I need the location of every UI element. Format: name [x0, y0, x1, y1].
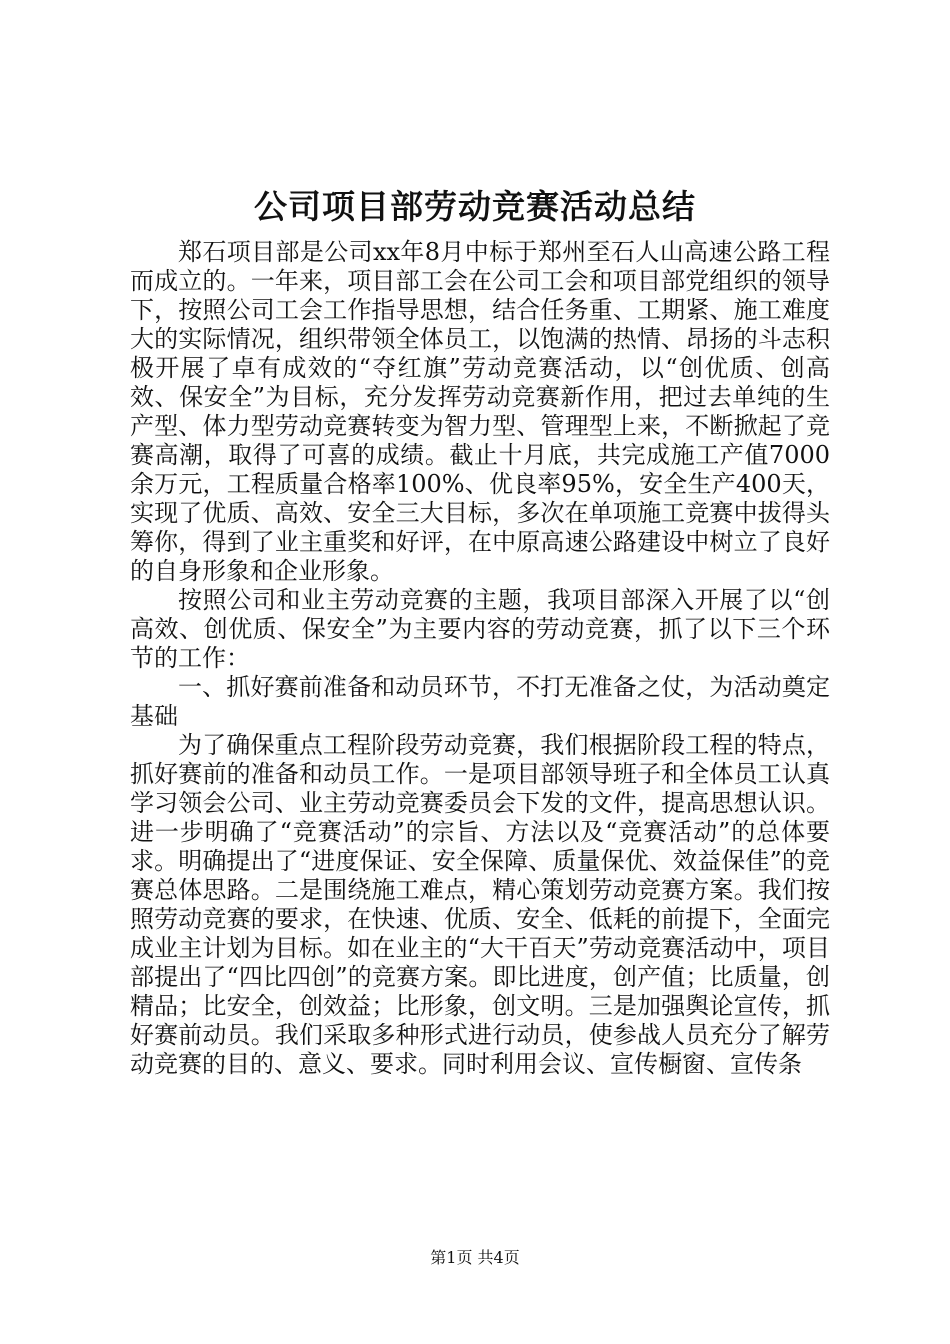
- document-title: 公司项目部劳动竞赛活动总结: [254, 187, 696, 226]
- section-heading-1: 一、抓好赛前准备和动员环节，不打无准备之仗，为活动奠定基础: [130, 673, 830, 730]
- paragraph-section-1: 为了确保重点工程阶段劳动竞赛，我们根据阶段工程的特点，抓好赛前的准备和动员工作。一是项目部领导班子和全体员工认真学习领会公司、业主劳动竞赛委员会下发的文件，提高思想认识。进一步明确了“竞赛活动”的宗旨、方法以及“竞赛活动”的总体要求。明确提出了“进度保证、安全保障、质量保优、效益保佳”的竞赛总体思路。二是围绕施工难点，精心策划劳动竞赛方案。我们按照劳动竞赛的要求，在快速、优质、安全、低耗的前提下，全面完成业主计划为目标。如在业主的“大干百天”劳动竞赛活动中，项目部提出了“四比四创”的竞赛方案。即比进度，创产值；比质量，创精品；比安全，创效益；比形象，创文明。三是加强舆论宣传，抓好赛前动员。我们采取多种形式进行动员，使参战人员充分了解劳动竞赛的目的、意义、要求。同时利用会议、宣传橱窗、宣传条: [130, 731, 830, 1078]
- document-body: [130, 238, 830, 1079]
- page-footer: 第1页 共4页: [430, 1248, 520, 1267]
- paragraph-intro: 郑石项目部是公司xx年8月中标于郑州至石人山高速公路工程而成立的。一年来，项目部工会在公司工会和项目部党组织的领导下，按照公司工会工作指导思想，结合任务重、工期紧、施工难度大的实际情况，组织带领全体员工，以饱满的热情、昂扬的斗志积极开展了卓有成效的“夺红旗”劳动竞赛活动，以“创优质、创高效、保安全”为目标，充分发挥劳动竞赛新作用，把过去单纯的生产型、体力型劳动竞赛转变为智力型、管理型上来，不断掀起了竞赛高潮，取得了可喜的成绩。截止十月底，共完成施工产值7000余万元，工程质量合格率100%、优良率95%，安全生产400天，实现了优质、高效、安全三大目标，多次在单项施工竞赛中拔得头筹你，得到了业主重奖和好评，在中原高速公路建设中树立了良好的自身形象和企业形象。: [130, 238, 830, 585]
- paragraph-theme: 按照公司和业主劳动竞赛的主题，我项目部深入开展了以“创高效、创优质、保安全”为主要内容的劳动竞赛，抓了以下三个环节的工作：: [130, 586, 830, 672]
